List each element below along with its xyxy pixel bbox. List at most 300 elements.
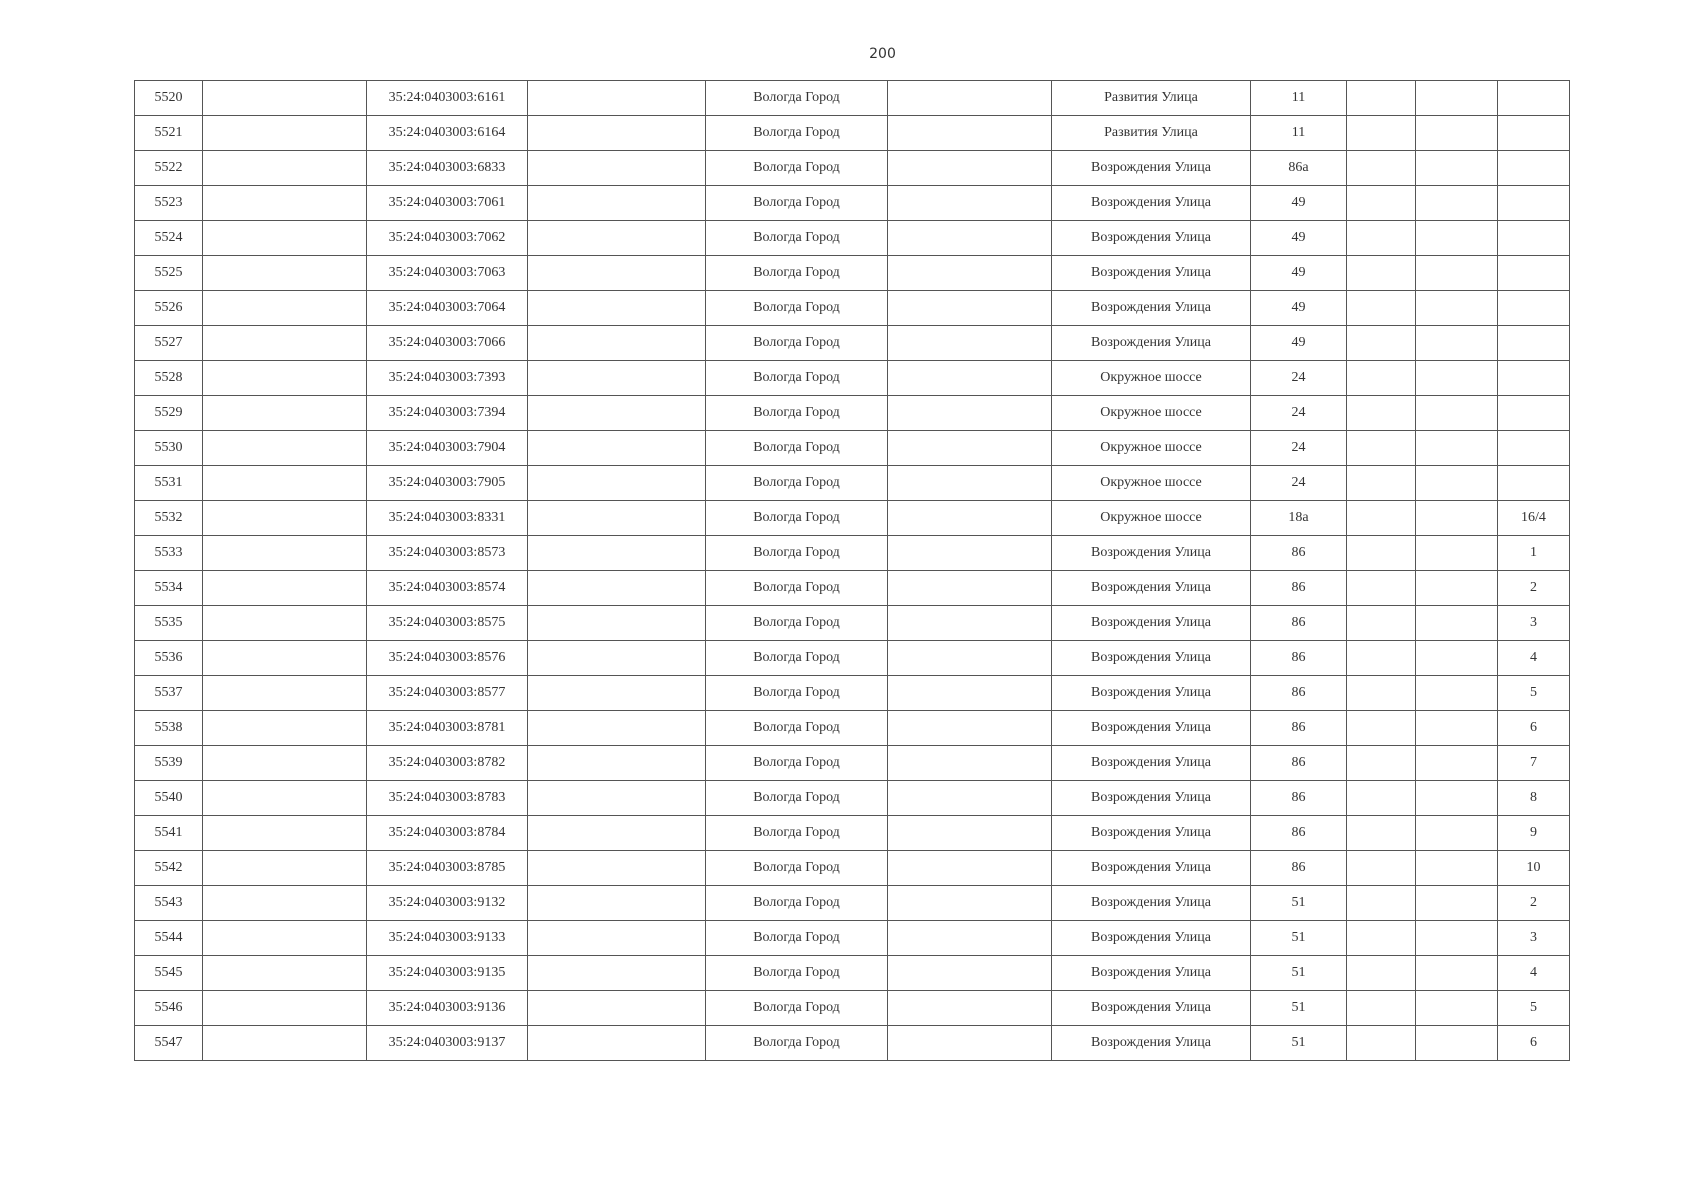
cell-apartment xyxy=(1498,396,1570,431)
cell-empty-5 xyxy=(1416,851,1498,886)
cell-street: Возрождения Улица xyxy=(1052,676,1251,711)
cell-empty-3 xyxy=(888,536,1052,571)
cell-empty-4 xyxy=(1347,221,1416,256)
cell-street: Возрождения Улица xyxy=(1052,151,1251,186)
cell-empty-4 xyxy=(1347,116,1416,151)
cell-apartment: 6 xyxy=(1498,1026,1570,1061)
cell-empty-3 xyxy=(888,921,1052,956)
table-row xyxy=(135,466,1570,501)
cell-empty-4 xyxy=(1347,606,1416,641)
cell-empty-3 xyxy=(888,361,1052,396)
cell-house: 86 xyxy=(1251,781,1347,816)
cell-row-number: 5521 xyxy=(135,116,203,151)
cell-row-number: 5532 xyxy=(135,501,203,536)
cell-row-number: 5535 xyxy=(135,606,203,641)
registry-table xyxy=(134,80,1570,1061)
cell-row-number: 5541 xyxy=(135,816,203,851)
cell-apartment: 16/4 xyxy=(1498,501,1570,536)
cell-empty-5 xyxy=(1416,921,1498,956)
cell-empty-4 xyxy=(1347,816,1416,851)
cell-house: 24 xyxy=(1251,431,1347,466)
cell-house: 86 xyxy=(1251,606,1347,641)
cell-row-number: 5538 xyxy=(135,711,203,746)
table-row xyxy=(135,571,1570,606)
cell-apartment xyxy=(1498,256,1570,291)
cell-cadastral-number: 35:24:0403003:9137 xyxy=(367,1026,528,1061)
cell-row-number: 5545 xyxy=(135,956,203,991)
cell-empty-2 xyxy=(528,816,706,851)
cell-empty-3 xyxy=(888,816,1052,851)
cell-empty-3 xyxy=(888,221,1052,256)
cell-row-number: 5520 xyxy=(135,81,203,116)
table-body xyxy=(135,81,1570,1061)
cell-empty-5 xyxy=(1416,641,1498,676)
cell-empty-3 xyxy=(888,81,1052,116)
cell-empty-4 xyxy=(1347,851,1416,886)
cell-city: Вологда Город xyxy=(706,116,888,151)
cell-empty-5 xyxy=(1416,676,1498,711)
table-row xyxy=(135,1026,1570,1061)
cell-cadastral-number: 35:24:0403003:7904 xyxy=(367,431,528,466)
cell-cadastral-number: 35:24:0403003:7062 xyxy=(367,221,528,256)
cell-house: 49 xyxy=(1251,186,1347,221)
cell-empty-3 xyxy=(888,991,1052,1026)
cell-empty-3 xyxy=(888,641,1052,676)
cell-cadastral-number: 35:24:0403003:9132 xyxy=(367,886,528,921)
cell-empty-5 xyxy=(1416,501,1498,536)
cell-empty-2 xyxy=(528,956,706,991)
cell-city: Вологда Город xyxy=(706,746,888,781)
cell-house: 49 xyxy=(1251,256,1347,291)
cell-cadastral-number: 35:24:0403003:6161 xyxy=(367,81,528,116)
cell-empty-2 xyxy=(528,466,706,501)
cell-empty-2 xyxy=(528,851,706,886)
cell-empty-2 xyxy=(528,746,706,781)
cell-empty-4 xyxy=(1347,921,1416,956)
cell-apartment xyxy=(1498,326,1570,361)
cell-empty-3 xyxy=(888,291,1052,326)
cell-empty-2 xyxy=(528,186,706,221)
cell-empty-4 xyxy=(1347,956,1416,991)
cell-empty-1 xyxy=(203,781,367,816)
cell-street: Возрождения Улица xyxy=(1052,956,1251,991)
cell-apartment: 2 xyxy=(1498,571,1570,606)
cell-empty-1 xyxy=(203,816,367,851)
cell-street: Возрождения Улица xyxy=(1052,851,1251,886)
cell-city: Вологда Город xyxy=(706,151,888,186)
cell-empty-4 xyxy=(1347,781,1416,816)
table-row xyxy=(135,991,1570,1026)
cell-street: Возрождения Улица xyxy=(1052,291,1251,326)
cell-row-number: 5539 xyxy=(135,746,203,781)
cell-cadastral-number: 35:24:0403003:9133 xyxy=(367,921,528,956)
cell-city: Вологда Город xyxy=(706,326,888,361)
cell-house: 86 xyxy=(1251,746,1347,781)
cell-street: Возрождения Улица xyxy=(1052,536,1251,571)
table-row xyxy=(135,816,1570,851)
cell-empty-3 xyxy=(888,186,1052,221)
cell-empty-1 xyxy=(203,361,367,396)
cell-cadastral-number: 35:24:0403003:8574 xyxy=(367,571,528,606)
cell-city: Вологда Город xyxy=(706,676,888,711)
cell-house: 86 xyxy=(1251,816,1347,851)
cell-house: 51 xyxy=(1251,991,1347,1026)
cell-cadastral-number: 35:24:0403003:7064 xyxy=(367,291,528,326)
table-row xyxy=(135,396,1570,431)
cell-empty-1 xyxy=(203,81,367,116)
cell-empty-4 xyxy=(1347,571,1416,606)
cell-street: Возрождения Улица xyxy=(1052,781,1251,816)
cell-empty-1 xyxy=(203,711,367,746)
cell-empty-2 xyxy=(528,361,706,396)
cell-city: Вологда Город xyxy=(706,396,888,431)
cell-empty-3 xyxy=(888,326,1052,361)
cell-row-number: 5525 xyxy=(135,256,203,291)
cell-house: 51 xyxy=(1251,956,1347,991)
cell-empty-3 xyxy=(888,571,1052,606)
table-row xyxy=(135,291,1570,326)
cell-empty-5 xyxy=(1416,746,1498,781)
cell-street: Возрождения Улица xyxy=(1052,221,1251,256)
cell-cadastral-number: 35:24:0403003:7393 xyxy=(367,361,528,396)
cell-empty-1 xyxy=(203,536,367,571)
table-row xyxy=(135,186,1570,221)
cell-empty-2 xyxy=(528,501,706,536)
cell-city: Вологда Город xyxy=(706,431,888,466)
cell-cadastral-number: 35:24:0403003:7066 xyxy=(367,326,528,361)
cell-empty-2 xyxy=(528,606,706,641)
table-row xyxy=(135,956,1570,991)
cell-apartment: 7 xyxy=(1498,746,1570,781)
cell-house: 24 xyxy=(1251,396,1347,431)
cell-apartment: 4 xyxy=(1498,641,1570,676)
cell-empty-5 xyxy=(1416,326,1498,361)
cell-empty-5 xyxy=(1416,151,1498,186)
cell-city: Вологда Город xyxy=(706,256,888,291)
cell-empty-4 xyxy=(1347,81,1416,116)
cell-empty-2 xyxy=(528,81,706,116)
table-row xyxy=(135,151,1570,186)
cell-house: 49 xyxy=(1251,291,1347,326)
cell-apartment: 5 xyxy=(1498,676,1570,711)
cell-empty-4 xyxy=(1347,466,1416,501)
cell-house: 49 xyxy=(1251,326,1347,361)
cell-empty-3 xyxy=(888,256,1052,291)
table-row xyxy=(135,81,1570,116)
table-row xyxy=(135,326,1570,361)
cell-street: Возрождения Улица xyxy=(1052,886,1251,921)
cell-apartment xyxy=(1498,431,1570,466)
cell-apartment xyxy=(1498,81,1570,116)
cell-house: 86а xyxy=(1251,151,1347,186)
cell-empty-2 xyxy=(528,1026,706,1061)
cell-street: Возрождения Улица xyxy=(1052,571,1251,606)
cell-empty-4 xyxy=(1347,396,1416,431)
cell-house: 86 xyxy=(1251,851,1347,886)
cell-row-number: 5542 xyxy=(135,851,203,886)
cell-row-number: 5528 xyxy=(135,361,203,396)
table-row xyxy=(135,711,1570,746)
cell-row-number: 5544 xyxy=(135,921,203,956)
cell-empty-5 xyxy=(1416,1026,1498,1061)
cell-empty-3 xyxy=(888,431,1052,466)
page-number: 200 xyxy=(869,46,896,62)
cell-empty-4 xyxy=(1347,1026,1416,1061)
table-row xyxy=(135,536,1570,571)
cell-city: Вологда Город xyxy=(706,291,888,326)
cell-empty-1 xyxy=(203,921,367,956)
cell-empty-5 xyxy=(1416,186,1498,221)
cell-row-number: 5527 xyxy=(135,326,203,361)
cell-cadastral-number: 35:24:0403003:8331 xyxy=(367,501,528,536)
cell-empty-5 xyxy=(1416,256,1498,291)
cell-empty-5 xyxy=(1416,606,1498,641)
cell-cadastral-number: 35:24:0403003:9135 xyxy=(367,956,528,991)
cell-empty-1 xyxy=(203,991,367,1026)
cell-empty-2 xyxy=(528,781,706,816)
cell-city: Вологда Город xyxy=(706,956,888,991)
cell-city: Вологда Город xyxy=(706,921,888,956)
cell-empty-2 xyxy=(528,326,706,361)
cell-house: 18а xyxy=(1251,501,1347,536)
cell-row-number: 5536 xyxy=(135,641,203,676)
cell-apartment xyxy=(1498,291,1570,326)
cell-empty-4 xyxy=(1347,536,1416,571)
cell-row-number: 5529 xyxy=(135,396,203,431)
cell-empty-5 xyxy=(1416,711,1498,746)
cell-empty-4 xyxy=(1347,746,1416,781)
table-row xyxy=(135,606,1570,641)
cell-street: Возрождения Улица xyxy=(1052,606,1251,641)
cell-empty-1 xyxy=(203,326,367,361)
cell-empty-2 xyxy=(528,116,706,151)
cell-city: Вологда Город xyxy=(706,816,888,851)
cell-street: Окружное шоссе xyxy=(1052,361,1251,396)
table-row xyxy=(135,116,1570,151)
cell-house: 11 xyxy=(1251,81,1347,116)
cell-empty-1 xyxy=(203,151,367,186)
cell-street: Возрождения Улица xyxy=(1052,921,1251,956)
table-row xyxy=(135,641,1570,676)
cell-apartment xyxy=(1498,186,1570,221)
cell-empty-1 xyxy=(203,956,367,991)
cell-empty-5 xyxy=(1416,536,1498,571)
cell-apartment: 1 xyxy=(1498,536,1570,571)
cell-empty-1 xyxy=(203,886,367,921)
cell-empty-2 xyxy=(528,886,706,921)
cell-empty-3 xyxy=(888,886,1052,921)
cell-city: Вологда Город xyxy=(706,641,888,676)
cell-street: Развития Улица xyxy=(1052,116,1251,151)
table-row xyxy=(135,746,1570,781)
cell-empty-2 xyxy=(528,396,706,431)
cell-empty-3 xyxy=(888,851,1052,886)
cell-empty-3 xyxy=(888,396,1052,431)
cell-city: Вологда Город xyxy=(706,536,888,571)
table-row xyxy=(135,851,1570,886)
cell-empty-4 xyxy=(1347,676,1416,711)
cell-empty-2 xyxy=(528,676,706,711)
cell-empty-1 xyxy=(203,396,367,431)
cell-empty-1 xyxy=(203,641,367,676)
cell-empty-3 xyxy=(888,676,1052,711)
cell-empty-4 xyxy=(1347,641,1416,676)
cell-empty-2 xyxy=(528,291,706,326)
cell-street: Возрождения Улица xyxy=(1052,991,1251,1026)
cell-house: 49 xyxy=(1251,221,1347,256)
cell-street: Возрождения Улица xyxy=(1052,746,1251,781)
cell-row-number: 5531 xyxy=(135,466,203,501)
cell-street: Возрождения Улица xyxy=(1052,641,1251,676)
cell-house: 51 xyxy=(1251,886,1347,921)
cell-empty-3 xyxy=(888,116,1052,151)
cell-row-number: 5534 xyxy=(135,571,203,606)
cell-house: 86 xyxy=(1251,676,1347,711)
table-row xyxy=(135,431,1570,466)
cell-empty-4 xyxy=(1347,291,1416,326)
cell-empty-3 xyxy=(888,501,1052,536)
cell-empty-3 xyxy=(888,151,1052,186)
cell-empty-5 xyxy=(1416,396,1498,431)
cell-cadastral-number: 35:24:0403003:8785 xyxy=(367,851,528,886)
cell-empty-4 xyxy=(1347,361,1416,396)
cell-apartment: 9 xyxy=(1498,816,1570,851)
cell-row-number: 5526 xyxy=(135,291,203,326)
cell-empty-3 xyxy=(888,1026,1052,1061)
cell-empty-1 xyxy=(203,501,367,536)
cell-empty-1 xyxy=(203,431,367,466)
cell-city: Вологда Город xyxy=(706,781,888,816)
cell-empty-4 xyxy=(1347,431,1416,466)
cell-empty-5 xyxy=(1416,466,1498,501)
cell-cadastral-number: 35:24:0403003:8576 xyxy=(367,641,528,676)
cell-empty-2 xyxy=(528,151,706,186)
cell-cadastral-number: 35:24:0403003:6164 xyxy=(367,116,528,151)
cell-city: Вологда Город xyxy=(706,186,888,221)
cell-row-number: 5522 xyxy=(135,151,203,186)
cell-row-number: 5540 xyxy=(135,781,203,816)
cell-empty-5 xyxy=(1416,991,1498,1026)
cell-cadastral-number: 35:24:0403003:8575 xyxy=(367,606,528,641)
cell-apartment: 4 xyxy=(1498,956,1570,991)
cell-apartment xyxy=(1498,221,1570,256)
cell-empty-5 xyxy=(1416,956,1498,991)
cell-empty-2 xyxy=(528,256,706,291)
cell-empty-3 xyxy=(888,711,1052,746)
cell-empty-4 xyxy=(1347,886,1416,921)
cell-apartment: 2 xyxy=(1498,886,1570,921)
cell-empty-5 xyxy=(1416,361,1498,396)
cell-empty-4 xyxy=(1347,256,1416,291)
cell-street: Окружное шоссе xyxy=(1052,466,1251,501)
cell-street: Окружное шоссе xyxy=(1052,431,1251,466)
cell-empty-1 xyxy=(203,1026,367,1061)
cell-empty-5 xyxy=(1416,221,1498,256)
cell-empty-2 xyxy=(528,431,706,466)
cell-empty-1 xyxy=(203,746,367,781)
cell-city: Вологда Город xyxy=(706,1026,888,1061)
cell-house: 86 xyxy=(1251,711,1347,746)
cell-empty-2 xyxy=(528,571,706,606)
cell-street: Возрождения Улица xyxy=(1052,1026,1251,1061)
cell-empty-5 xyxy=(1416,431,1498,466)
cell-empty-4 xyxy=(1347,711,1416,746)
cell-empty-5 xyxy=(1416,116,1498,151)
table-row xyxy=(135,361,1570,396)
cell-empty-2 xyxy=(528,536,706,571)
cell-house: 24 xyxy=(1251,361,1347,396)
cell-empty-1 xyxy=(203,291,367,326)
cell-empty-3 xyxy=(888,781,1052,816)
cell-row-number: 5523 xyxy=(135,186,203,221)
cell-house: 51 xyxy=(1251,921,1347,956)
cell-row-number: 5524 xyxy=(135,221,203,256)
cell-empty-4 xyxy=(1347,501,1416,536)
cell-cadastral-number: 35:24:0403003:8784 xyxy=(367,816,528,851)
cell-cadastral-number: 35:24:0403003:8783 xyxy=(367,781,528,816)
cell-empty-1 xyxy=(203,466,367,501)
cell-empty-1 xyxy=(203,256,367,291)
cell-street: Возрождения Улица xyxy=(1052,711,1251,746)
cell-empty-2 xyxy=(528,221,706,256)
cell-city: Вологда Город xyxy=(706,466,888,501)
cell-cadastral-number: 35:24:0403003:8782 xyxy=(367,746,528,781)
cell-row-number: 5530 xyxy=(135,431,203,466)
cell-apartment: 3 xyxy=(1498,606,1570,641)
cell-empty-1 xyxy=(203,116,367,151)
cell-city: Вологда Город xyxy=(706,851,888,886)
cell-house: 24 xyxy=(1251,466,1347,501)
cell-empty-4 xyxy=(1347,326,1416,361)
cell-empty-1 xyxy=(203,676,367,711)
cell-apartment: 10 xyxy=(1498,851,1570,886)
cell-row-number: 5533 xyxy=(135,536,203,571)
cell-empty-1 xyxy=(203,221,367,256)
table-row xyxy=(135,921,1570,956)
cell-house: 51 xyxy=(1251,1026,1347,1061)
cell-empty-5 xyxy=(1416,816,1498,851)
cell-empty-5 xyxy=(1416,781,1498,816)
cell-apartment: 6 xyxy=(1498,711,1570,746)
cell-cadastral-number: 35:24:0403003:6833 xyxy=(367,151,528,186)
cell-cadastral-number: 35:24:0403003:8781 xyxy=(367,711,528,746)
cell-cadastral-number: 35:24:0403003:7394 xyxy=(367,396,528,431)
cell-street: Возрождения Улица xyxy=(1052,186,1251,221)
table-row xyxy=(135,221,1570,256)
cell-cadastral-number: 35:24:0403003:8577 xyxy=(367,676,528,711)
cell-empty-3 xyxy=(888,466,1052,501)
cell-house: 11 xyxy=(1251,116,1347,151)
cell-apartment xyxy=(1498,361,1570,396)
cell-house: 86 xyxy=(1251,536,1347,571)
cell-row-number: 5546 xyxy=(135,991,203,1026)
cell-empty-2 xyxy=(528,641,706,676)
cell-empty-3 xyxy=(888,746,1052,781)
cell-empty-5 xyxy=(1416,571,1498,606)
cell-city: Вологда Город xyxy=(706,221,888,256)
cell-empty-4 xyxy=(1347,151,1416,186)
cell-empty-1 xyxy=(203,571,367,606)
cell-city: Вологда Город xyxy=(706,711,888,746)
cell-empty-1 xyxy=(203,606,367,641)
cell-empty-5 xyxy=(1416,81,1498,116)
cell-cadastral-number: 35:24:0403003:7061 xyxy=(367,186,528,221)
cell-street: Возрождения Улица xyxy=(1052,816,1251,851)
cell-empty-1 xyxy=(203,851,367,886)
cell-cadastral-number: 35:24:0403003:7063 xyxy=(367,256,528,291)
cell-apartment: 8 xyxy=(1498,781,1570,816)
cell-empty-4 xyxy=(1347,186,1416,221)
